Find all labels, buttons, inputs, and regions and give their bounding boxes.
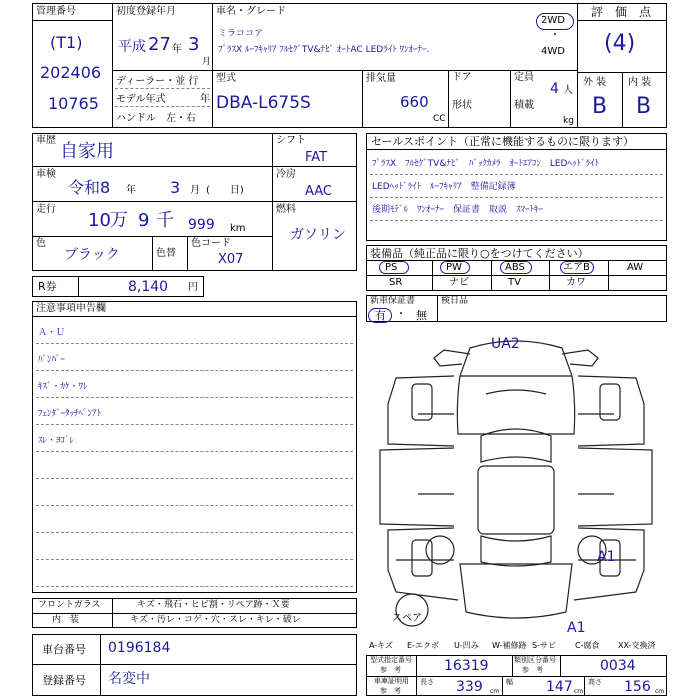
equipment-abs: ABS — [505, 262, 525, 273]
load-unit: kg — [563, 116, 574, 126]
note-rule — [36, 424, 353, 425]
note-rule — [36, 370, 353, 371]
color-label: 色 — [36, 238, 46, 249]
model-year-label: モデル年式 — [116, 94, 166, 105]
note-rule — [36, 586, 353, 587]
color-value: ブラック — [64, 247, 120, 263]
inspection-year-unit: 年 — [126, 185, 136, 196]
width-label: 幅 — [506, 678, 513, 686]
history-value: 自家用 — [60, 141, 114, 162]
note-rule — [36, 451, 353, 452]
load-label: 積載 — [514, 100, 534, 111]
mileage-10k: 10 — [88, 210, 111, 231]
r-coupon-label: R券 — [38, 280, 57, 293]
sales-point-line: LEDﾍｯﾄﾞﾗｲﾄ ﾙｰﾌｷｬﾘｱ 整備記録簿 — [372, 182, 516, 192]
width-unit: cm — [574, 688, 584, 695]
warranty-yes: 有 — [375, 309, 386, 322]
ac-value: AAC — [305, 184, 332, 199]
inspection-month: 3 — [170, 178, 181, 197]
shift-label: シフト — [276, 135, 306, 146]
warranty-dot: ・ — [396, 309, 406, 320]
equipment-leather: カワ — [566, 277, 586, 288]
capacity-unit: 人 — [563, 85, 573, 96]
equipment-airbag: エアB — [563, 262, 590, 273]
equipment-tv: TV — [508, 277, 521, 288]
equipment-navi: ナビ — [449, 277, 469, 288]
height-unit: cm — [655, 688, 665, 695]
class-value: 0034 — [600, 658, 636, 674]
warranty-no: 無 — [416, 309, 427, 322]
sales-point-line: ﾌﾟﾗｽX ﾌﾙｾｸﾞTV&ﾅﾋﾞ ﾊﾞｯｸｶﾒﾗ ｵｰﾄｴｱｺﾝ LEDﾍｯﾄﾞﾗｲﾄ — [372, 159, 599, 169]
engine-label: 排気量 — [366, 73, 396, 84]
notes-frame — [32, 301, 357, 593]
note-line: ﾊﾞﾝﾊﾟｰ — [38, 355, 66, 365]
mileage-1k: 9 — [138, 210, 150, 231]
reg-label: 初度登録年月 — [116, 6, 176, 17]
reg-month: 3 — [188, 34, 200, 55]
width-value: 147 — [546, 679, 573, 695]
engine-unit: CC — [433, 114, 446, 124]
grade-exterior-label: 外 装 — [583, 77, 607, 88]
mgmt-date: 202406 — [40, 63, 102, 82]
dims-ref-label: 参 考 — [380, 687, 401, 695]
class-label: 類別区分番号 — [514, 656, 556, 664]
reg-month-unit: 月 — [202, 57, 212, 67]
drive-4wd: 4WD — [541, 46, 565, 57]
r-coupon-value: 8,140 — [128, 279, 169, 295]
damage-ua2: UA2 — [491, 336, 520, 352]
shape-label: 形状 — [452, 100, 472, 111]
inspection-date-label: 検日品 — [441, 296, 469, 306]
grade-exterior: B — [592, 94, 608, 119]
color-code-label: 色コード — [191, 238, 231, 249]
damage-a1-bottom: A1 — [567, 620, 586, 636]
interior-options: キズ・汚レ・コゲ・穴・スレ・キレ・破レ — [130, 615, 301, 625]
chassis-value: 0196184 — [108, 640, 171, 656]
legend-item: A-キズ — [369, 641, 394, 650]
note-rule — [36, 559, 353, 560]
regno-value: 名変中 — [108, 671, 150, 687]
mgmt-code: (T1) — [50, 33, 83, 52]
note-rule — [36, 397, 353, 398]
class-sub: 参 考 — [522, 666, 543, 674]
ac-label: 冷房 — [276, 169, 296, 180]
sales-point-line: 後期ﾓﾃﾞﾙ ﾜﾝｵｰﾅｰ 保証書 取説 ｽﾏｰﾄｷｰ — [372, 205, 544, 215]
color-change-label: 色替 — [156, 248, 176, 259]
legend-item: S-サビ — [532, 641, 556, 650]
capacity-label: 定員 — [514, 72, 534, 83]
model-year-unit: 年 — [200, 94, 210, 105]
capacity-value: 4 — [550, 81, 559, 97]
door-label: ドア — [452, 72, 472, 83]
fuel-label: 燃料 — [276, 204, 296, 215]
drive-2wd: 2WD — [541, 15, 565, 26]
note-line: ｽﾚ・ﾖｺﾞﾚ — [38, 436, 75, 446]
shift-value: FAT — [305, 150, 328, 165]
drive-dot: ・ — [550, 30, 560, 41]
inspection-day-unit: ( 日) — [206, 185, 244, 196]
front-glass-label: フロントガラス — [38, 600, 101, 610]
equipment-ps: PS — [385, 262, 398, 273]
front-glass-options: キズ・飛石・ヒビ割・リペア跡・Ｘ要 — [137, 600, 290, 610]
r-coupon-frame — [32, 276, 204, 297]
chassis-label: 車台番号 — [42, 643, 86, 656]
note-line: ﾌｪﾝﾀﾞｰﾀｯﾁﾍﾟﾝｱﾄ — [38, 409, 102, 419]
mileage-10k-unit: 万 — [110, 210, 128, 231]
color-code: X07 — [218, 252, 244, 267]
mgmt-number: 10765 — [48, 94, 99, 113]
note-rule — [36, 478, 353, 479]
type-value: DBA-L675S — [216, 93, 311, 113]
history-label: 車歴 — [36, 135, 56, 146]
legend-item: U-凹み — [454, 641, 479, 650]
dims-cert-label: 車庫証明用 — [374, 677, 409, 685]
note-line: Ａ・Ｕ — [38, 328, 66, 338]
note-rule — [36, 505, 353, 506]
length-value: 339 — [456, 679, 483, 695]
reg-year-unit: 年 — [172, 44, 182, 55]
mileage-remainder: 999 — [188, 217, 215, 233]
reg-year: 27 — [148, 34, 171, 55]
model-grade: ﾌﾟﾗｽX ﾙｰﾌｷｬﾘｱ ﾌﾙｾｸﾞTV&ﾅﾋﾞ ｵｰﾄAC LEDﾗｲﾄ ﾜﾝｵｰﾅｰ. — [218, 45, 430, 55]
equipment-aw: AW — [627, 262, 644, 273]
inspection-label: 車検 — [36, 169, 56, 180]
note-rule — [36, 532, 353, 533]
legend-item: C-腐食 — [575, 641, 600, 650]
length-label: 長さ — [420, 678, 434, 686]
dealer-label: ディーラー・並 行 — [116, 76, 199, 87]
mileage-label: 走行 — [36, 204, 56, 215]
fuel-value: ガソリン — [290, 227, 346, 243]
equipment-pw: PW — [446, 262, 462, 273]
equipment-title: 装備品（純正品に限り○をつけてください） — [370, 247, 589, 260]
legend-item: XX-交換済 — [618, 641, 656, 650]
height-label: 高さ — [588, 678, 602, 686]
handle-label: ハンドル 左・右 — [116, 113, 196, 124]
grade-interior: B — [636, 94, 652, 119]
note-rule — [36, 343, 353, 344]
mileage-unit: km — [230, 223, 246, 234]
notes-title: 注意事項申告欄 — [36, 303, 106, 314]
length-unit: cm — [490, 688, 500, 695]
regno-label: 登録番号 — [42, 674, 86, 687]
damage-a1-right: A1 — [597, 549, 616, 565]
inspection-era: 令和8 — [68, 178, 111, 197]
r-coupon-unit: 円 — [188, 282, 198, 293]
reg-era: 平成 — [118, 39, 146, 55]
car-damage-diagram — [366, 324, 667, 638]
mgmt-label: 管理番号 — [36, 6, 76, 17]
legend-item: W-補修跡 — [492, 641, 527, 650]
mileage-1k-unit: 千 — [156, 210, 174, 231]
model-label: 車名・グレード — [216, 6, 286, 17]
height-value: 156 — [624, 679, 651, 695]
note-line: ｷｽﾞ・ｶｹ・ﾜﾚ — [38, 382, 88, 392]
inspection-month-unit: 月 — [190, 185, 200, 196]
spare-label: スペア — [392, 613, 422, 624]
grade-value: (4) — [604, 31, 636, 56]
grade-interior-label: 内 装 — [628, 77, 652, 88]
grade-label: 評 価 点 — [591, 5, 652, 19]
legend-item: E-エクボ — [407, 641, 439, 650]
model-name: ミラココア — [218, 29, 264, 39]
designation-sub: 参 考 — [380, 666, 401, 674]
sales-points-title: セールスポイント（正常に機能するものに限ります） — [371, 135, 635, 148]
designation-value: 16319 — [444, 658, 489, 674]
engine-value: 660 — [400, 93, 429, 111]
designation-label: 型式指定番号 — [370, 656, 412, 664]
interior-label: 内 装 — [52, 615, 80, 625]
equipment-sr: SR — [389, 277, 403, 288]
type-label: 型式 — [216, 73, 236, 84]
warranty-label: 新車保証書 — [370, 296, 416, 306]
